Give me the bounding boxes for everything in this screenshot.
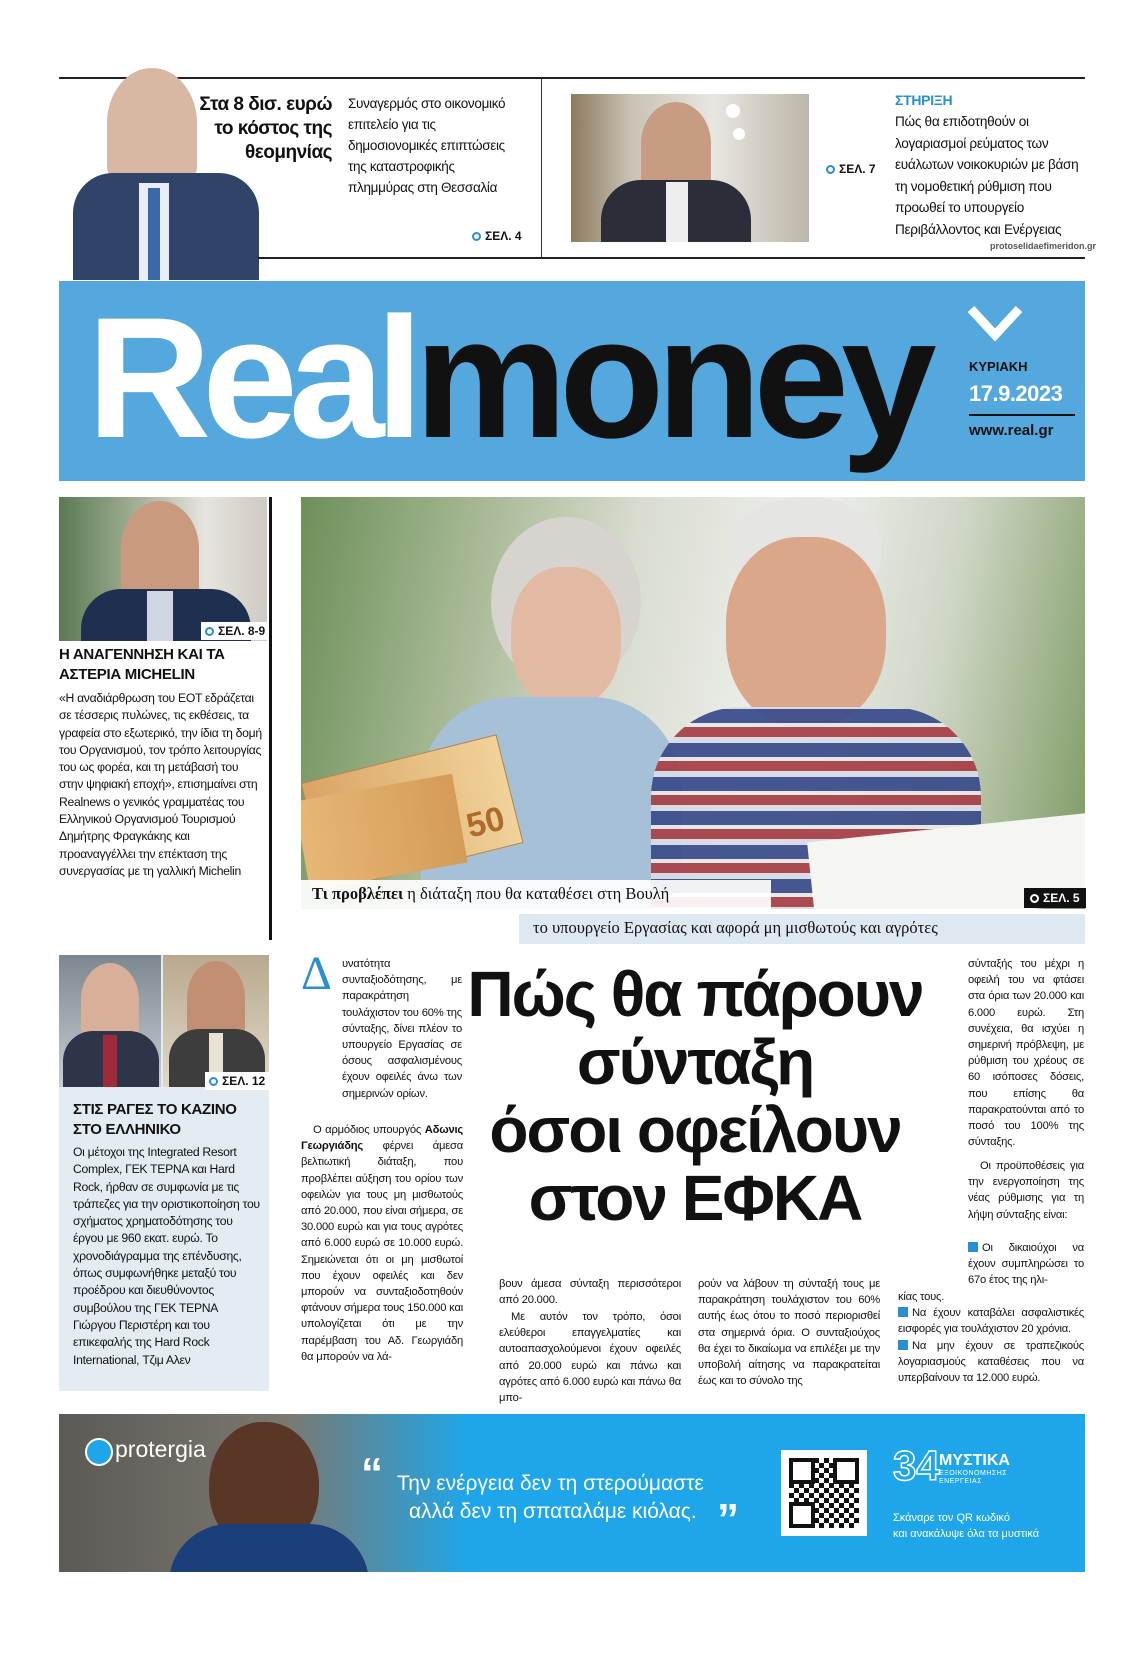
teaser-right-photo bbox=[571, 94, 809, 242]
lead-dropcap: Δ bbox=[301, 947, 332, 1000]
page-marker-icon bbox=[1030, 894, 1039, 903]
ad-cta-1: Σκάναρε τον QR κωδικό bbox=[893, 1512, 1011, 1524]
logo-money: money bbox=[414, 282, 929, 474]
ad-banner[interactable] bbox=[59, 1414, 1085, 1572]
page-marker-icon bbox=[472, 232, 481, 241]
teaser-right-text: Πώς θα επιδοτηθούν οι λογαριασμοί ρεύματος των ευάλωτων νοικοκυριών με βάση τη νομοθετική ρύθμιση που προωθεί το υπουργείο Περιβάλλοντος και Ενέργειας bbox=[895, 114, 1079, 237]
lead-caption-text: Τι προβλέπει η διάταξη που θα καταθέσει στη Βουλή bbox=[312, 884, 670, 903]
logo-real: Real bbox=[87, 282, 415, 474]
top-divider bbox=[541, 79, 542, 257]
lead-col4-b: Οι προϋποθέσεις για την ενεργοποίηση της νέας ρύθμισης για τη λήψη σύνταξης είναι: bbox=[968, 1160, 1084, 1221]
ad-badge-sub1: ΕΞΟΙΚΟΝΟΜΗΣΗΣ bbox=[939, 1470, 1008, 1477]
bullet-icon bbox=[898, 1340, 908, 1350]
masthead-site[interactable]: www.real.gr bbox=[969, 422, 1054, 439]
headline-line: σύνταξη bbox=[576, 1026, 814, 1098]
headline-line: όσοι οφείλουν bbox=[489, 1094, 901, 1166]
lead-col3: ρούν να λάβουν τη σύνταξή τους με παρακράτηση τουλάχιστον του 60% αυτής έως ότου το ποσό περιορισθεί στα σημερινά όρια. Ο συνταξιούχος θα έχει το δικαίωμα να επιλέξει με την υποβολή αίτησης να παρακρατείται έως και το σύνολο της bbox=[698, 1278, 880, 1388]
headline-line: Πώς θα πάρουν bbox=[467, 958, 923, 1030]
lead-col4-f: Να μην έχουν σε τραπεζικούς λογαριασμούς καταθέσεις που να υπερβαίνουν τα 12.000 ευρώ. bbox=[898, 1340, 1084, 1385]
qr-code-icon[interactable] bbox=[781, 1450, 867, 1536]
lead-col1-b: Ο αρμόδιος υπουργός Αδωνις Γεωργιάδης φέρνει άμεσα βελτιωτική διάταξη, που προβλέπει αύξηση του ορίου των οφειλών για τους μη μισθωτούς από 20.000, που είναι σήμερα, σε 30.000 ευρώ και για τους αγρότες από 6.000 ευρώ σε 10.000 ευρώ. Σημειώνεται ότι οι μη μισθωτοί που έχουν οφειλές και δεν μπορούν να συνταξιοδοτηθούν φτάνουν σήμερα τους 150.000 και υπολογίζεται ότι με την παρέμβαση του Αδ. Γεωργιάδη θα μπορούν να λά- bbox=[301, 1124, 463, 1363]
lead-col4-c: Οι δικαιούχοι να έχουν συμπληρώσει το 67ο έτος της ηλι- bbox=[968, 1242, 1084, 1287]
masthead-date: 17.9.2023 bbox=[969, 381, 1063, 406]
ad-badge-title: ΜΥΣΤΙΚΑ bbox=[939, 1452, 1010, 1469]
side2-photo-right bbox=[163, 955, 269, 1087]
side2-photo-left bbox=[59, 955, 161, 1087]
lead-col1-a-cont bbox=[301, 1004, 302, 1005]
lead-col1-a: υνατότητα συνταξιοδότησης, με παρακράτηση τουλάχιστον του 60% της σύνταξης, δίνει πλέον το υπουργείο Εργασίας σε όσους ασφαλισμένους έχουν οφειλές άνω των σημερινών ορίων. bbox=[342, 958, 462, 1100]
ad-cta-2: και ανακάλυψε όλα τα μυστικά bbox=[893, 1528, 1040, 1540]
masthead-day: ΚΥΡΙΑΚΗ bbox=[969, 359, 1028, 374]
page-marker-icon bbox=[826, 165, 835, 174]
masthead bbox=[59, 281, 1085, 481]
protergia-logo-icon bbox=[85, 1438, 113, 1466]
masthead-logo[interactable] bbox=[87, 283, 929, 473]
lead-page[interactable]: ΣΕΛ. 5 bbox=[1024, 888, 1086, 908]
teaser-left-page[interactable]: ΣΕΛ. 4 bbox=[472, 229, 522, 243]
quote-close-icon: ” bbox=[717, 1495, 739, 1544]
headline-line: στον ΕΦΚΑ bbox=[528, 1162, 862, 1234]
top-bottom-rule bbox=[258, 257, 1085, 259]
side1-title[interactable]: Η ΑΝΑΓΕΝΝΗΣΗ ΚΑΙ ΤΑ ΑΣΤΕΡΙΑ MICHELIN bbox=[59, 646, 225, 683]
teaser-right-kicker: ΣΤΗΡΙΞΗ bbox=[895, 92, 953, 108]
ad-number: 34 bbox=[893, 1442, 940, 1489]
teaser-left-headline[interactable]: Στα 8 δισ. ευρώ το κόστος της θεομηνίας bbox=[199, 94, 332, 163]
bullet-icon bbox=[898, 1307, 908, 1317]
banknote-icon: 50 bbox=[301, 734, 524, 892]
sidebar-story-1 bbox=[59, 497, 272, 940]
lead-col4-d: κίας τους. bbox=[898, 1291, 945, 1303]
side1-text: «Η αναδιάρθρωση του ΕΟΤ εδράζεται σε τέσσερις πυλώνες, τις εκθέσεις, τα γραφεία στο εξωτερικό, την ίδια τη δομή του Οργανισμού, τον τρόπο λειτουργίας του ως φορέα, και τη μετάβασή του στην ψηφιακή εποχή», επισημαίνει στη Realnews ο γενικός γραμματέας του Ελληνικού Οργανισμού Τουρισμού Δημήτρης Φραγκάκης και προαναγγέλλει την επέκταση της συνεργασίας με τη γαλλική Michelin bbox=[59, 691, 262, 878]
v-chevron-icon bbox=[967, 305, 1023, 341]
ad-badge-sub2: ΕΝΕΡΓΕΙΑΣ bbox=[939, 1478, 983, 1485]
side2-text: Οι μέτοχοι της Integrated Resort Complex, ΓΕΚ ΤΕΡΝΑ και Hard Rock, ήρθαν σε συμφωνία με τις τράπεζες για την οριστικοποίηση του σχήματος χρηματοδότησης του έργου με 960 εκατ. ευρώ. Το χρονοδιάγραμμα της επένδυσης, όπως συμφωνήθηκε μεταξύ του προέδρου και διευθύνοντος συμβούλου της ΓΕΚ ΤΕΡΝΑ Γιώργου Περιστέρη και του επικεφαλής της Hard Rock International, Τζιμ Αλεν bbox=[73, 1145, 260, 1367]
lead-col2-b: Με αυτόν τον τρόπο, όσοι ελεύθεροι επαγγελματίες και αυτοαπασχολούμενοι έχουν οφειλές από 20.000 ευρώ και πάνω και αγρότες από 6.000 ευρώ και πάνω θα μπο- bbox=[499, 1311, 681, 1405]
sidebar-story-2 bbox=[59, 955, 269, 1391]
lead-col2-a: βουν άμεσα σύνταξη περισσότεροι από 20.000. bbox=[499, 1278, 681, 1307]
side2-title[interactable]: ΣΤΙΣ ΡΑΓΕΣ ΤΟ ΚΑΖΙΝΟ ΣΤΟ ΕΛΛΗΝΙΚΟ bbox=[73, 1101, 237, 1138]
page-marker-icon bbox=[205, 627, 214, 636]
ad-brand: protergia bbox=[115, 1436, 206, 1462]
ad-quote-2: αλλά δεν τη σπαταλάμε κιόλας. bbox=[409, 1500, 697, 1523]
lead-col4-e: Να έχουν καταβάλει ασφαλιστικές εισφορές για τουλάχιστον 20 χρόνια. bbox=[898, 1307, 1084, 1336]
teaser-left-text: Συναγερμός στο οικονομικό επιτελείο για τις δημοσιονομικές επιπτώσεις της καταστροφικής πλημμύρας στη Θεσσαλία bbox=[348, 96, 506, 195]
teaser-right-page[interactable]: ΣΕΛ. 7 bbox=[826, 162, 876, 176]
ad-quote-1: Την ενέργεια δεν τη στερούμαστε bbox=[397, 1472, 704, 1495]
side1-page[interactable]: ΣΕΛ. 8-9 bbox=[201, 622, 269, 640]
lead-headline[interactable] bbox=[448, 960, 942, 1232]
lead-subcaption-text: το υπουργείο Εργασίας και αφορά μη μισθωτούς και αγρότες bbox=[533, 918, 938, 937]
masthead-date-rule bbox=[969, 414, 1075, 416]
source-credit: protoselidaefimeridon.gr bbox=[990, 241, 1097, 251]
page-marker-icon bbox=[209, 1077, 218, 1086]
quote-open-icon: “ bbox=[361, 1449, 383, 1498]
side2-page[interactable]: ΣΕΛ. 12 bbox=[205, 1072, 269, 1090]
lead-col4-a: σύνταξής του μέχρι η οφειλή του να φτάσει στα όρια των 20.000 και 6.000 ευρώ. Στη συνέχεια, θα ισχύει η σημερινή πρόβλεψη, με ρύθμιση του χρέους σε 60 ισόποσες δόσεις, που επίσης θα παρακρατούνται από το ποσό του 100% της σύνταξης. bbox=[968, 958, 1084, 1149]
bullet-icon bbox=[968, 1242, 978, 1252]
side1-photo bbox=[59, 497, 267, 641]
lead-photo bbox=[301, 497, 1085, 909]
